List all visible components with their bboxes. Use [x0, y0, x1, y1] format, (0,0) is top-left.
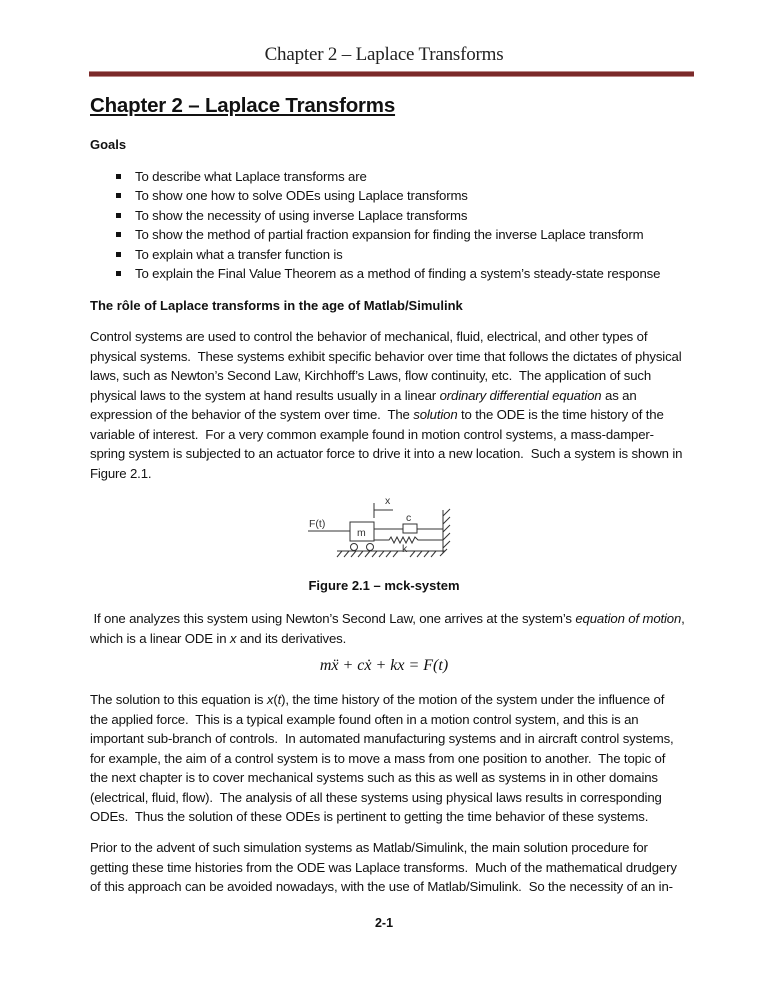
text-line [90, 710, 674, 730]
text-run: Control systems are used to control the behavior of mechanical, fluid, electrical, and other types of [90, 329, 648, 344]
italic-text: solution [413, 407, 458, 422]
goals-heading: Goals [90, 137, 127, 152]
label-x: x [385, 495, 391, 507]
goal-text: To show one how to solve ODEs using Laplace transforms [135, 188, 468, 204]
text-run: as an [601, 387, 637, 403]
wheel-right [367, 544, 374, 551]
text-run: for example, the aim of a control system is to move a mass from one position to another. The topic of [90, 750, 666, 766]
text-run: which is a linear ODE in [90, 630, 230, 646]
text-run: expression of the behavior of the system over time. The [90, 407, 414, 422]
section-heading: The rôle of Laplace transforms in the age of Matlab/Simulink [90, 298, 463, 313]
text-line [90, 749, 674, 769]
goal-text: To explain the Final Value Theorem as a method of finding a system’s steady-state response [135, 265, 661, 281]
label-c: c [406, 512, 412, 524]
italic-text: x [266, 692, 274, 707]
text-run: Figure 2.1. [90, 465, 152, 481]
text-run: the next chapter is to cover mechanical systems such as this as well as systems in in other domains [90, 770, 658, 785]
label-force: F(t) [309, 518, 326, 530]
label-mass: m [357, 527, 366, 539]
text-run: laws, such as Newton’s Second Law, Kirchhoff’s Laws, flow continuity, etc. The application of such [90, 368, 652, 383]
text-line [90, 838, 677, 858]
italic-text: ordinary differential equation [439, 387, 602, 403]
damper-body [403, 524, 417, 533]
ground-hatching [337, 551, 436, 557]
paragraph [90, 690, 674, 827]
text-line [90, 729, 674, 749]
italic-text: x [229, 630, 237, 646]
text-line [90, 609, 685, 629]
wheel-left [351, 544, 358, 551]
text-run: of this approach can be avoided nowadays, with the use of Matlab/Simulink. So the necessity of an in- [90, 879, 673, 894]
goal-text: To show the method of partial fraction expansion for finding the inverse Laplace transform [135, 227, 644, 243]
goal-text: To show the necessity of using inverse Laplace transforms [135, 207, 468, 223]
text-line [90, 629, 685, 649]
text-run: variable of interest. For a very common example found in motion control systems, a mass-damper- [90, 426, 654, 442]
text-line [90, 877, 677, 897]
running-header: Chapter 2 – Laplace Transforms [264, 44, 504, 65]
equation-of-motion: mẍ + cẋ + kx = F(t) [319, 657, 449, 674]
text-line [90, 768, 674, 788]
text-run: physical laws to the system at hand results usually in a linear [90, 387, 440, 403]
text-run: Prior to the advent of such simulation systems as Matlab/Simulink, the main solution procedure for [90, 840, 648, 855]
wall-hatching [440, 509, 450, 556]
text-run: (electrical, fluid, flow). The analysis of all these systems using physical laws results in corresponding [90, 789, 662, 805]
goal-text: To explain what a transfer function is [135, 246, 343, 262]
text-run: to the ODE is the time history of the [457, 407, 664, 422]
text-run: and its derivatives. [236, 630, 347, 646]
text-run: ODEs. Thus the solution of these ODEs is pertinent to getting the time behavior of these systems. [90, 809, 649, 824]
text-line [90, 807, 674, 827]
text-run: If one analyzes this system using Newton’s Second Law, one arrives at the system’s [90, 611, 576, 626]
text-line [90, 788, 674, 808]
text-run: important sub-branch of controls. In automated manufacturing systems and in aircraft control systems, [90, 731, 674, 746]
text-run: the applied force. This is a typical example found often in a motion control system, and this is an [90, 711, 639, 727]
text-run: ( [273, 692, 278, 707]
text-run: The solution to this equation is [90, 692, 267, 707]
italic-text: t [277, 692, 282, 707]
text-run: getting these time histories from the ODE was Laplace transforms. Much of the mathematical drudgery [90, 859, 677, 875]
text-run: spring system is subjected to an actuator force to drive it into a new location. Such a system is shown in [90, 446, 683, 461]
label-k: k [402, 543, 408, 555]
text-run: ), the time history of the motion of the system under the influence of [281, 692, 665, 707]
text-line [90, 858, 677, 878]
paragraph [90, 838, 677, 897]
italic-text: equation of motion [575, 611, 682, 626]
text-run: , [681, 611, 685, 626]
paragraph [90, 609, 685, 648]
chapter-title: Chapter 2 – Laplace Transforms [90, 94, 396, 117]
text-line [90, 690, 674, 710]
text-run: physical systems. These systems exhibit specific behavior over time that follows the dictates of physical [90, 348, 682, 364]
figure-caption: Figure 2.1 – mck-system [308, 578, 460, 593]
goal-text: To describe what Laplace transforms are [135, 169, 367, 184]
spring [374, 537, 443, 543]
page-number: 2-1 [374, 916, 394, 930]
